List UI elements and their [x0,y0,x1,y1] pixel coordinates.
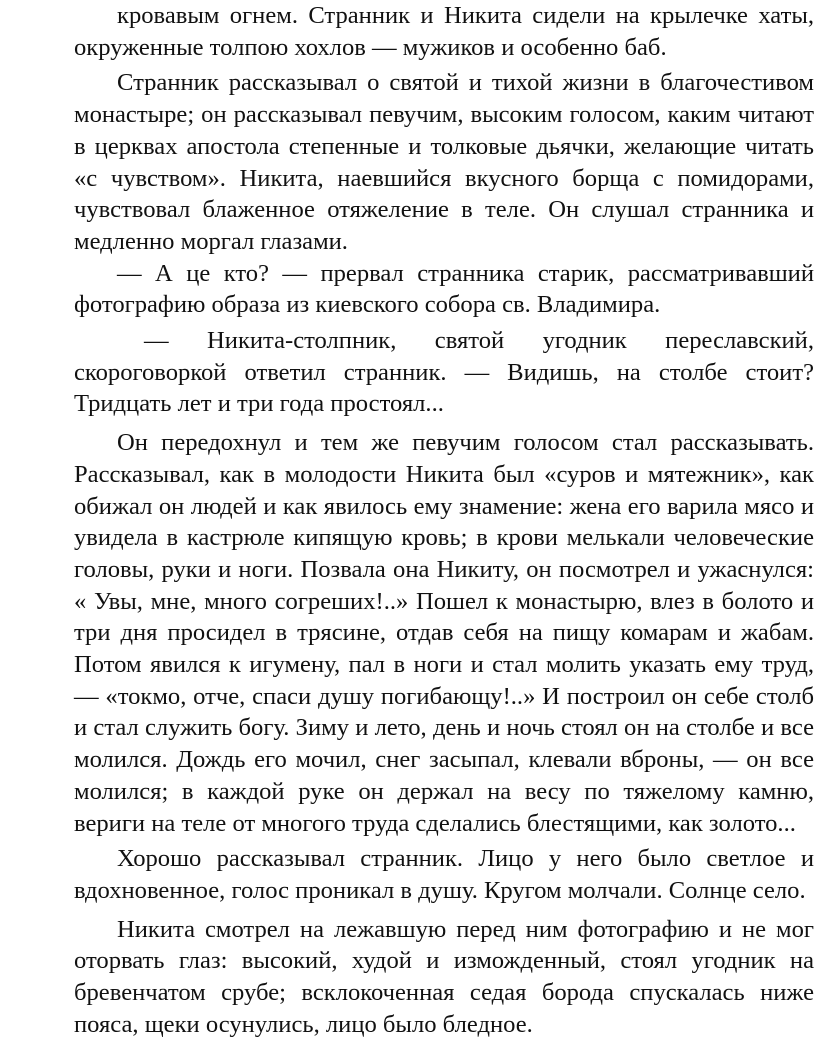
paragraph: — А це кто? — прервал странника старик, рассматривавший фотографию образа из киевского собора св. Владимира. [74,259,814,319]
document-page [74,0,814,1041]
paragraph: — Никита-столпник, святой угодник переславский, скороговоркой ответил странник. — Видишь, на столбе стоит? Тридцать лет и три года простоял... [74,327,814,418]
paragraph: Странник рассказывал о святой и тихой жизни в благочестивом монастыре; он рассказывал певучим, высоким голосом, каким читают в церквах апостола степенные и толковые дьячки, желающие читать «с чувством». Никита, наевшийся вкусного борща с помидорами, чувствовал блаженное отяжеление в теле. Он слушал странника и медленно моргал глазами. [74,69,814,255]
paragraph: Никита смотрел на лежавшую перед ним фотографию и не мог оторвать глаз: высокий, худой и изможденный, стоял угодник на бревенчатом срубе; всклокоченная седая борода спускалась ниже пояса, щеки осунулись, лицо было бледное. [74,915,814,1038]
paragraph: Хорошо рассказывал странник. Лицо у него было светлое и вдохновенное, голос проникал в душу. Кругом молчали. Солнце село. [74,845,814,904]
paragraph: Он передохнул и тем же певучим голосом стал рассказывать. Рассказывал, как в молодости Никита был «суров и мятежник», как обижал он людей и как явилось ему знамение: жена его варила мясо и увидела в кастрюле кипящую кровь; в крови мелькали человеческие головы, руки и ноги. Позвала она Никиту, он посмотрел и ужаснулся: « Увы, мне, много согреших!..» Пошел к монастырю, влез в болото и три дня просидел в трясине, отдав себя на пищу комарам и жабам. Потом явился к игумену, пал в ноги и стал молить указать ему труд, — «токмо, отче, спаси душу погибающу!..» И построил он себе столб и стал служить богу. Зиму и лето, день и ночь стоял он на столбе и все молился. Дождь его мочил, снег засыпал, клевали вброны, — он все молился; в каждой руке он держал на весу по тяжелому камню, вериги на теле от многого труда сделались блестящими, как золото... [74,429,814,837]
paragraph: кровавым огнем. Странник и Никита сидели на крылечке хаты, окруженные толпою хохлов — мужиков и особенно баб. [74,2,814,61]
